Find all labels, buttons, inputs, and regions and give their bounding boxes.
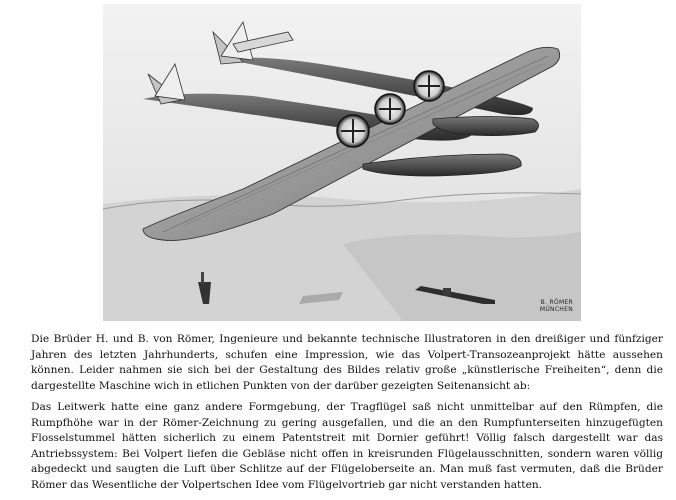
caption-paragraph-1: Die Brüder H. und B. von Römer, Ingenieure und bekannte technische Illustratoren in den dreißiger und fünfziger Jahren des letzten Jahrhunderts, schufen eine Impression, wie das Volpert-Transozeanprojekt hätte aussehen können. Leider nahmen sie sich bei der Gestaltung des Bildes relativ große „künstlerische Freiheiten“, denn die dargestellte Maschine wich in etlichen Punkten von der darüber gezeigten Seitenansicht ab: (31, 333, 663, 392)
caption-paragraph-2: Das Leitwerk hatte eine ganz andere Formgebung, der Tragflügel saß nicht unmittelbar auf den Rümpfen, die Rumpfhöhe war in der Römer-Zeichnung zu gering ausgefallen, und die an den Rumpfunterseiten hinzugefügten Flosselstummel hätten sicherlich zu einem Patentstreit mit Dornier geführt! Völlig falsch dargestellt war das Antriebssystem: Bei Volpert liefen die Gebläse nicht offen in kreisrunden Flügelausschnitten, sondern waren völlig abgedeckt und saugten die Luft über Schlitze auf der Flügeloberseite an. Man muß fast vermuten, daß die Brüder Römer das Wesentliche der Volpertschen Idee vom Flügelvortrieb gar nicht verstanden hatten. (31, 401, 663, 491)
signature-line-1: B. RÖMER (540, 299, 573, 306)
illustration-flying-boat (103, 4, 581, 321)
artist-signature (540, 299, 573, 313)
fan-1-icon (337, 115, 369, 147)
aircraft-drawing (103, 4, 581, 321)
fan-3-icon (414, 71, 444, 101)
signature-line-2: MÜNCHEN (539, 306, 573, 313)
fan-2-icon (375, 94, 405, 124)
